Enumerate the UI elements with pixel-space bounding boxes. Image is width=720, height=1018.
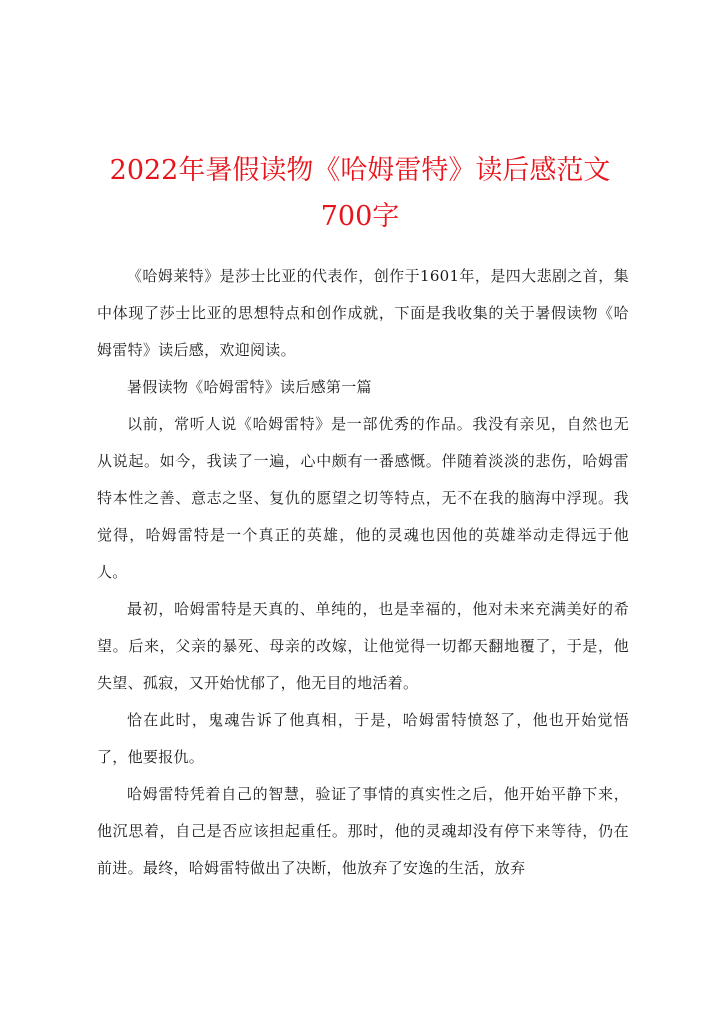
intro-paragraph: 《哈姆莱特》是莎士比亚的代表作，创作于1601年，是四大悲剧之首，集中体现了莎士比亚的思想特点和创作成就，下面是我收集的关于暑假读物《哈姆雷特》读后感，欢迎阅读。	[97, 267, 629, 359]
document-body	[97, 258, 629, 887]
section-heading: 暑假读物《哈姆雷特》读后感第一篇	[127, 378, 372, 396]
body-paragraph: 恰在此时，鬼魂告诉了他真相，于是，哈姆雷特愤怒了，他也开始觉悟了，他要报仇。	[97, 711, 629, 766]
body-paragraph: 以前，常听人说《哈姆雷特》是一部优秀的作品。我没有亲见，自然也无从说起。如今，我读了一遍，心中颇有一番感慨。伴随着淡淡的悲伤，哈姆雷特本性之善、意志之坚、复仇的愿望之切等特点，无不在我的脑海中浮现。我觉得，哈姆雷特是一个真正的英雄，他的灵魂也因他的英雄举动走得远于他人。	[97, 415, 629, 581]
body-paragraph: 最初，哈姆雷特是天真的、单纯的，也是幸福的，他对未来充满美好的希望。后来，父亲的暴死、母亲的改嫁，让他觉得一切都天翻地覆了，于是，他失望、孤寂，又开始忧郁了，他无目的地活着。	[97, 600, 629, 692]
document-title: 2022年暑假读物《哈姆雷特》读后感范文700字	[109, 155, 611, 232]
body-paragraph: 哈姆雷特凭着自己的智慧，验证了事情的真实性之后，他开始平静下来，他沉思着，自己是否应该担起重任。那时，他的灵魂却没有停下来等待，仍在前进。最终，哈姆雷特做出了决断，他放弃了安逸的生活，放弃	[97, 785, 629, 877]
